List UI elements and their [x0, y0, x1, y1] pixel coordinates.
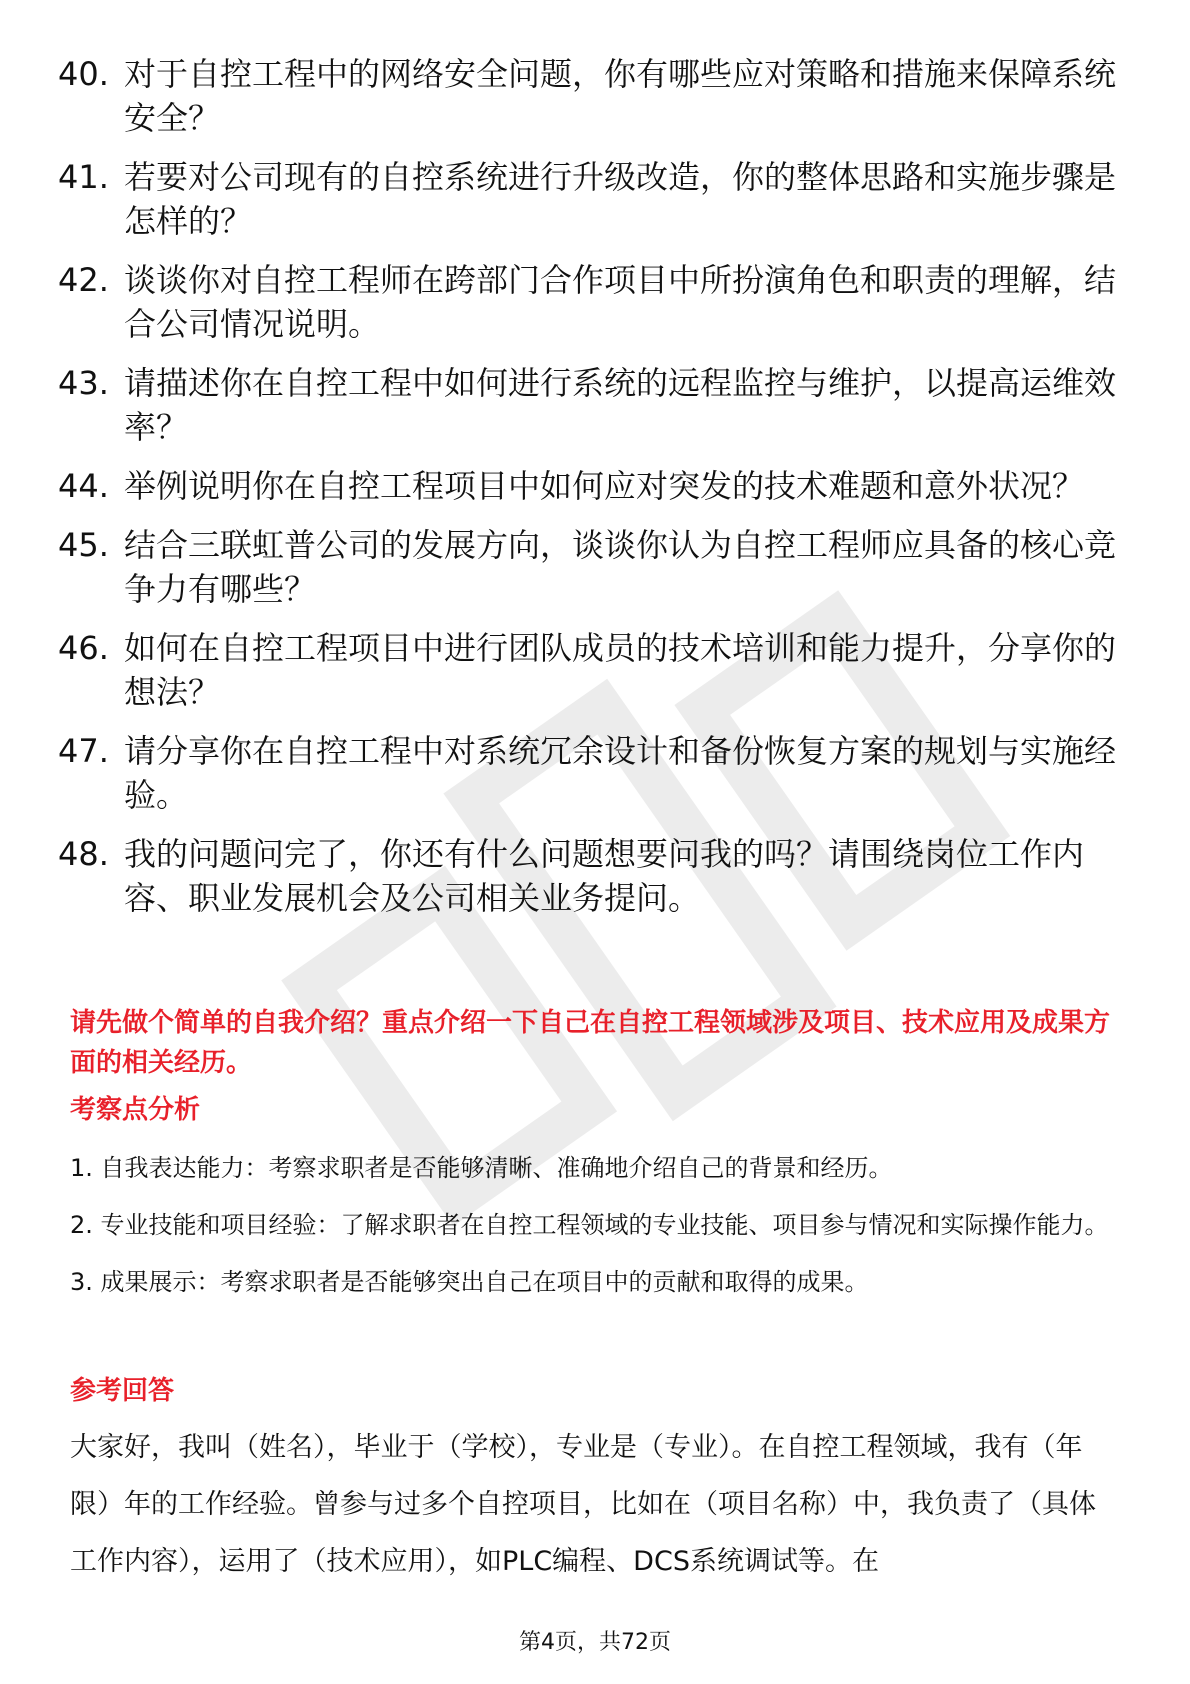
question-item	[58, 626, 1118, 714]
question-number: 43.	[58, 364, 109, 402]
question-item	[58, 832, 1118, 920]
analysis-point: 1. 自我表达能力：考察求职者是否能够清晰、准确地介绍自己的背景和经历。	[70, 1154, 893, 1182]
question-number: 46.	[58, 629, 109, 667]
page-footer: 第4页，共72页	[519, 1630, 671, 1655]
question-text: 对于自控工程中的网络安全问题，你有哪些应对策略和措施来保障系统安全？	[124, 55, 1117, 137]
question-number: 40.	[58, 55, 109, 93]
question-text: 请分享你在自控工程中对系统冗余设计和备份恢复方案的规划与实施经验。	[124, 732, 1117, 814]
question-text: 结合三联虹普公司的发展方向，谈谈你认为自控工程师应具备的核心竞争力有哪些？	[124, 526, 1117, 608]
question-number: 45.	[58, 526, 109, 564]
question-number: 47.	[58, 732, 109, 770]
question-number: 48.	[58, 835, 109, 873]
question-number: 44.	[58, 467, 109, 505]
analysis-heading: 考察点分析	[70, 1095, 201, 1125]
analysis-point: 2. 专业技能和项目经验：了解求职者在自控工程领域的专业技能、项目参与情况和实际操作能力。	[70, 1211, 1109, 1239]
question-text: 谈谈你对自控工程师在跨部门合作项目中所扮演角色和职责的理解，结合公司情况说明。	[124, 261, 1117, 343]
reference-text: 大家好，我叫（姓名），毕业于（学校），专业是（专业）。在自控工程领域，我有（年限）年的工作经验。曾参与过多个自控项目，比如在（项目名称）中，我负责了（具体工作内容），运用了（技术应用），如PLC编程、DCS系统调试等。在	[70, 1432, 1096, 1577]
question-item	[58, 464, 1118, 508]
question-item	[58, 52, 1118, 140]
question-text: 请描述你在自控工程中如何进行系统的远程监控与维护，以提高运维效率？	[124, 364, 1117, 446]
question-number: 42.	[58, 261, 109, 299]
question-item	[58, 258, 1118, 346]
question-text: 如何在自控工程项目中进行团队成员的技术培训和能力提升，分享你的想法？	[124, 629, 1117, 711]
reference-heading: 参考回答	[70, 1376, 175, 1406]
analysis-point: 3. 成果展示：考察求职者是否能够突出自己在项目中的贡献和取得的成果。	[70, 1268, 869, 1296]
reference-section	[70, 1373, 1120, 1590]
question-text: 若要对公司现有的自控系统进行升级改造，你的整体思路和实施步骤是怎样的？	[124, 158, 1117, 240]
question-text: 我的问题问完了，你还有什么问题想要问我的吗？请围绕岗位工作内容、职业发展机会及公司相关业务提问。	[124, 835, 1085, 917]
question-item	[58, 729, 1118, 817]
analysis-section	[70, 1092, 1120, 1311]
featured-question: 请先做个简单的自我介绍？重点介绍一下自己在自控工程领域涉及项目、技术应用及成果方面的相关经历。	[70, 1008, 1111, 1078]
question-list	[58, 52, 1118, 935]
question-item	[58, 523, 1118, 611]
question-text: 举例说明你在自控工程项目中如何应对突发的技术难题和意外状况？	[124, 467, 1085, 505]
question-item	[58, 155, 1118, 243]
question-item	[58, 361, 1118, 449]
question-number: 41.	[58, 158, 109, 196]
